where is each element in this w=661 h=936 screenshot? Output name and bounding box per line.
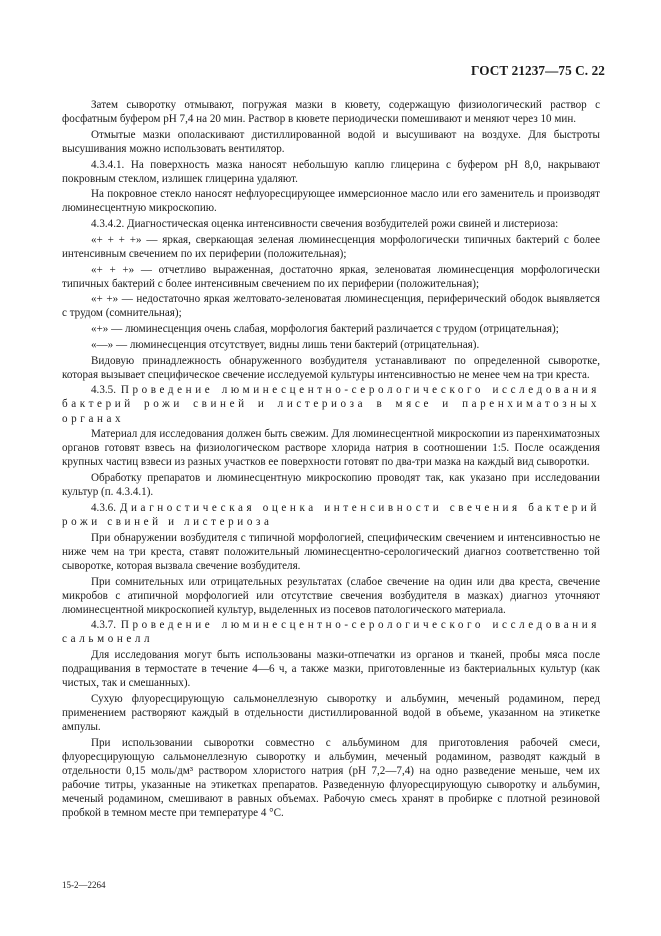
paragraph-processing: Обработку препаратов и люминесцентную микроскопию проводят так, как указано при исследовании культур (п. 4.3.4.1). [62, 472, 600, 499]
grade-3-plus: «+ + +» — отчетливо выраженная, достаточно яркая, зеленоватая люминесценция морфологически типичных бактерий с более интенсивным свечением по их периферии (положительная); [62, 263, 600, 290]
paragraph-4: На покровное стекло наносят нефлуоресцирующее иммерсионное масло или его заменитель и производят люминесцентную микроскопию. [62, 188, 600, 215]
paragraph-serum: Сухую флуоресцирующую сальмонеллезную сыворотку и альбумин, меченый родамином, перед применением растворяют каждый в отдельности дистиллированной водой в объеме, указанном на этикетке ампулы. [62, 693, 600, 734]
paragraph-2: Отмытые мазки ополаскивают дистиллированной водой и высушивают на воздухе. Для быстроты высушивания можно использовать вентилятор. [62, 128, 600, 155]
document-body [62, 98, 600, 822]
section-heading-4-3-6 [62, 501, 600, 529]
paragraph-5: 4.3.4.2. Диагностическая оценка интенсивности свечения возбудителей рожи свиней и листериоза: [91, 218, 559, 231]
paragraph-doubtful: При сомнительных или отрицательных результатах (слабое свечение на один или два креста, свечение микробов с атипичной морфологией или отсутствие свечения возбудителя в мазках) диагноз уточняют люминесцентной микроскопией культур, выделенных из посевов патологического материала. [62, 575, 600, 616]
grade-minus: «—» — люминесценция отсутствует, видны лишь тени бактерий (отрицательная). [91, 338, 480, 351]
page-header: ГОСТ 21237—75 С. 22 [471, 63, 605, 78]
grade-1-plus: «+» — люминесценция очень слабая, морфология бактерий различается с трудом (отрицательная); [91, 323, 559, 336]
section-heading-4-3-5 [62, 383, 600, 425]
page-footer-code: 15-2—2264 [62, 880, 106, 890]
paragraph-3: 4.3.4.1. На поверхность мазка наносят небольшую каплю глицерина с буфером рН 8,0, накрывают покровным стеклом, излишек глицерина удаляют. [62, 158, 600, 185]
section-number: 4.3.7. [91, 619, 116, 632]
paragraph-species: Видовую принадлежность обнаруженного возбудителя устанавливают по определенной сыворотке, которая вызывает специфическое свечение исследуемой культуры интенсивностью не менее чем на три креста. [62, 354, 600, 381]
paragraph-positive: При обнаружении возбудителя с типичной морфологией, специфическим свечением и интенсивностью не ниже чем на три креста, ставят положительный люминесцентно-серологический диагноз соответственно той сыворотке, которая вызвала свечение возбудителя. [62, 531, 600, 572]
section-number: 4.3.5. [91, 384, 116, 397]
section-number: 4.3.6. [91, 501, 116, 514]
section-title: Диагностическая оценка интенсивности свечения бактерий рожи свиней и листериоза [62, 501, 600, 528]
paragraph-working-mix: При использовании сыворотки совместно с альбумином для приготовления рабочей смеси, флуоресцирующую сальмонеллезную сыворотку и альбумин, меченый родамином, разводят каждый в отдельности 0,15 моль/дм³ раствором хлористого натрия (рН 7,2—7,4) на одно разведение меньше, чем их рабочие титры, указанные на этикетках препаратов. Разведенную флуоресцирующую сыворотку и альбумин, меченый родамином, смешивают в равных объемах. Рабочую смесь хранят в пробирке с плотной резиновой пробкой в темном месте при температуре 4 °С. [62, 736, 600, 820]
section-title: Проведение люминесцентно-серологического исследования бактерий рожи свиней и листериоза в мясе и паренхиматозных органах [62, 384, 600, 425]
grade-4-plus: «+ + + +» — яркая, сверкающая зеленая люминесценция морфологически типичных бактерий с более интенсивным свечением по их периферии (положительная); [62, 233, 600, 260]
paragraph-samples: Для исследования могут быть использованы мазки-отпечатки из органов и тканей, пробы мяса после подращивания в термостате в течение 4—6 ч, а также мазки, приготовленные из бактериальных культур (как чистых, так и смешанных). [62, 649, 600, 690]
paragraph-1: Затем сыворотку отмывают, погружая мазки в кювету, содержащую физиологический раствор с фосфатным буфером рН 7,4 на 20 мин. Раствор в кювете периодически помешивают и меняют через 10 мин. [62, 99, 600, 126]
section-heading-4-3-7 [62, 618, 600, 646]
grade-2-plus: «+ +» — недостаточно яркая желтовато-зеленоватая люминесценция, периферический ободок выявляется с трудом (сомнительная); [62, 293, 600, 320]
section-title: Проведение люминесцентно-серологического исследования сальмонелл [62, 619, 600, 646]
paragraph-material: Материал для исследования должен быть свежим. Для люминесцентной микроскопии из паренхиматозных органов готовят взвесь на физиологическом растворе хлорида натрия в соотношении 1:5. После осаждения крупных частиц взвеси из разных участков ее поверхности готовят по два-три мазка на каждый вид сыворотки. [62, 428, 600, 469]
